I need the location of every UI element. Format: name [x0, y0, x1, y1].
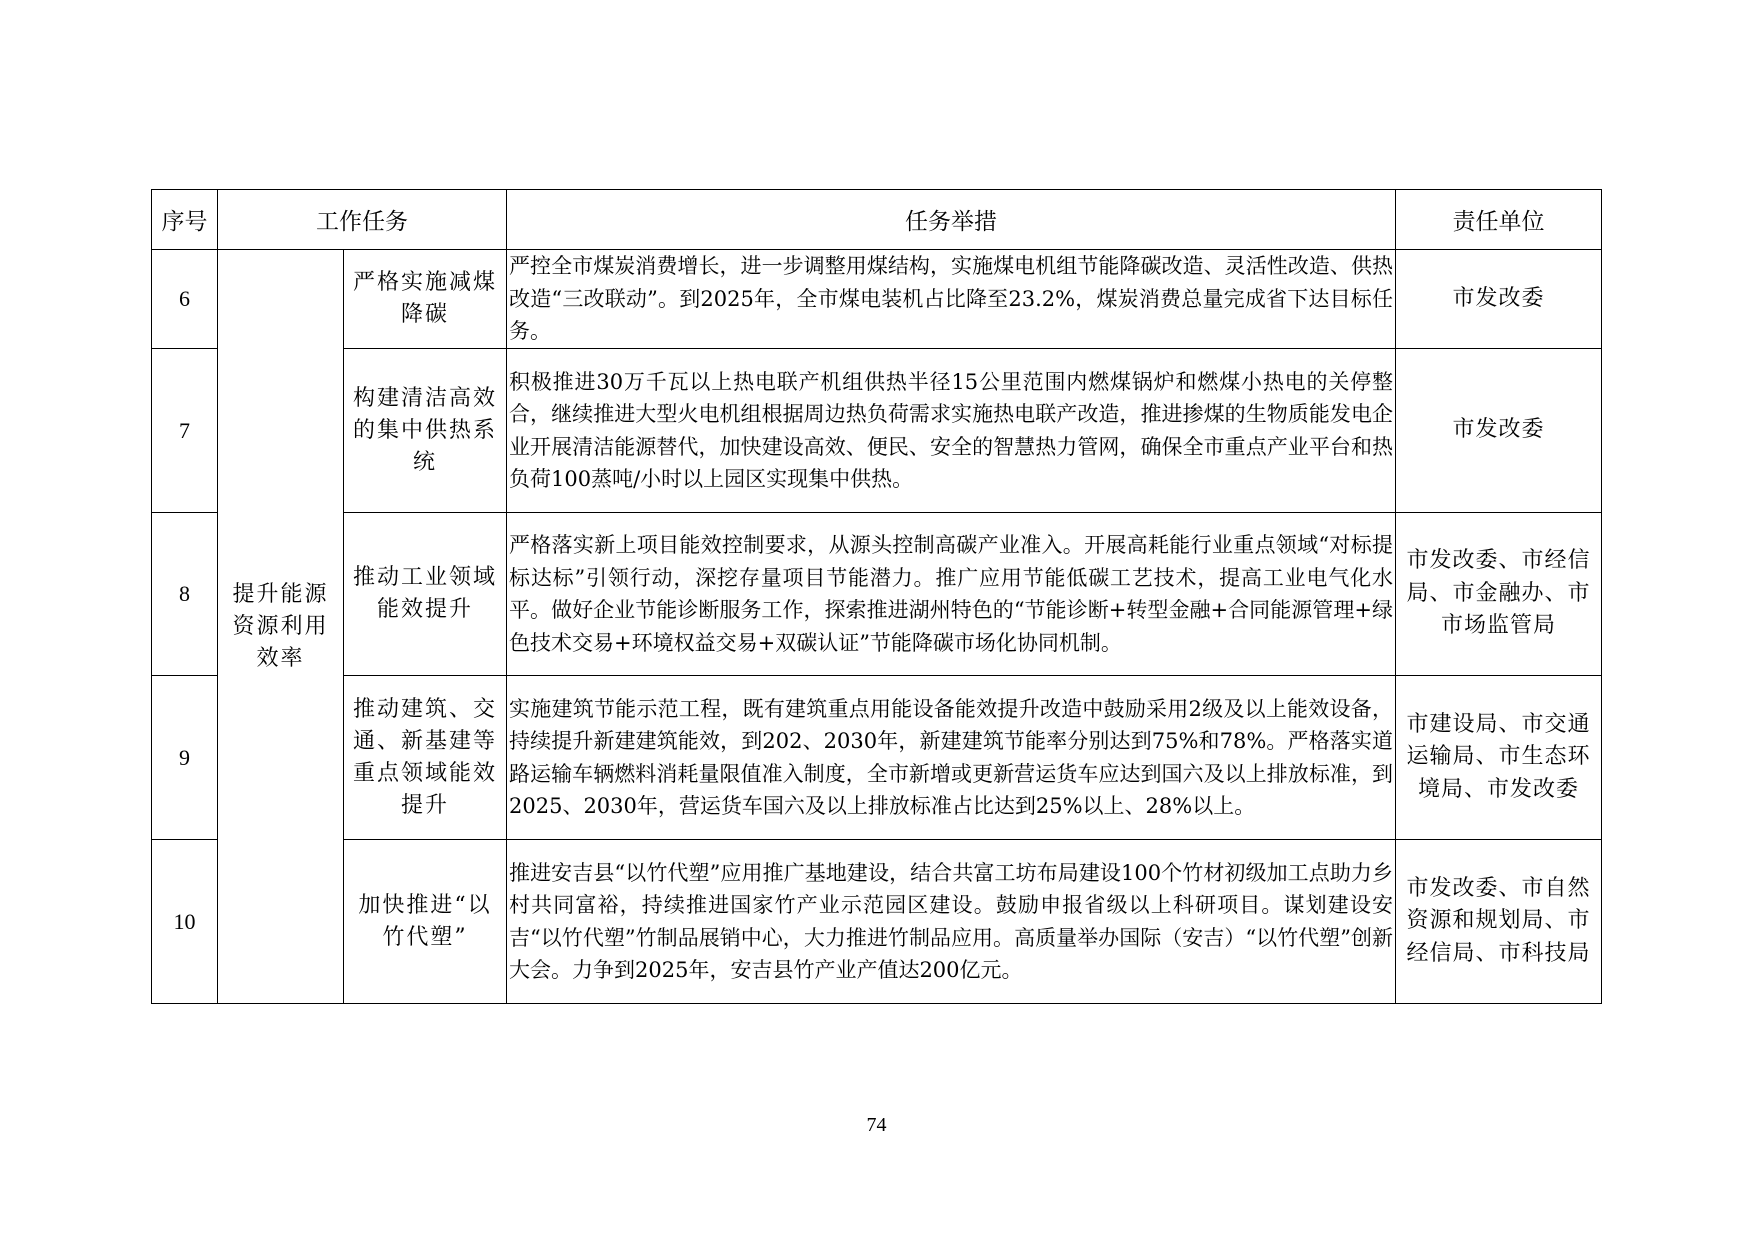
task-table: [151, 189, 1602, 1004]
row-seq: 10: [152, 840, 218, 1004]
row-task: 严格实施减煤降碳: [344, 250, 507, 349]
page-number: 74: [866, 1114, 887, 1136]
header-responsible: 责任单位: [1396, 190, 1602, 250]
row-task: 加快推进“以竹代塑”: [344, 840, 507, 1004]
row-seq: 9: [152, 676, 218, 840]
row-seq: 7: [152, 349, 218, 513]
header-row: [152, 190, 1602, 250]
table-row: [152, 513, 1602, 676]
row-seq: 8: [152, 513, 218, 676]
header-measures: 任务举措: [507, 190, 1396, 250]
row-responsible: 市发改委: [1396, 349, 1602, 513]
row-responsible: 市发改委: [1396, 250, 1602, 349]
row-responsible: 市建设局、市交通运输局、市生态环境局、市发改委: [1396, 676, 1602, 840]
header-work-task: 工作任务: [218, 190, 507, 250]
row-task: 推动建筑、交通、新基建等重点领域能效提升: [344, 676, 507, 840]
table-row: [152, 349, 1602, 513]
row-measures: 严控全市煤炭消费增长，进一步调整用煤结构，实施煤电机组节能降碳改造、灵活性改造、供热改造“三改联动”。到2025年，全市煤电装机占比降至23.2%，煤炭消费总量完成省下达目标任务。: [507, 250, 1396, 349]
row-responsible: 市发改委、市自然资源和规划局、市经信局、市科技局: [1396, 840, 1602, 1004]
table-row: [152, 250, 1602, 349]
row-responsible: 市发改委、市经信局、市金融办、市市场监管局: [1396, 513, 1602, 676]
row-measures: 严格落实新上项目能效控制要求，从源头控制高碳产业准入。开展高耗能行业重点领域“对标提标达标”引领行动，深挖存量项目节能潜力。推广应用节能低碳工艺技术，提高工业电气化水平。做好企业节能诊断服务工作，探索推进湖州特色的“节能诊断+转型金融+合同能源管理+绿色技术交易+环境权益交易+双碳认证”节能降碳市场化协同机制。: [507, 513, 1396, 676]
table-row: [152, 676, 1602, 840]
table-row: [152, 840, 1602, 1004]
category-cell: 提升能源资源利用效率: [218, 250, 344, 1004]
row-measures: 实施建筑节能示范工程，既有建筑重点用能设备能效提升改造中鼓励采用2级及以上能效设备，持续提升新建建筑能效，到202、2030年，新建建筑节能率分别达到75%和78%。严格落实道路运输车辆燃料消耗量限值准入制度，全市新增或更新营运货车应达到国六及以上排放标准，到2025、2030年，营运货车国六及以上排放标准占比达到25%以上、28%以上。: [507, 676, 1396, 840]
row-task: 构建清洁高效的集中供热系统: [344, 349, 507, 513]
row-seq: 6: [152, 250, 218, 349]
row-measures: 推进安吉县“以竹代塑”应用推广基地建设，结合共富工坊布局建设100个竹材初级加工点助力乡村共同富裕，持续推进国家竹产业示范园区建设。鼓励申报省级以上科研项目。谋划建设安吉“以竹代塑”竹制品展销中心，大力推进竹制品应用。高质量举办国际（安吉）“以竹代塑”创新大会。力争到2025年，安吉县竹产业产值达200亿元。: [507, 840, 1396, 1004]
header-seq: 序号: [152, 190, 218, 250]
row-task: 推动工业领域能效提升: [344, 513, 507, 676]
row-measures: 积极推进30万千瓦以上热电联产机组供热半径15公里范围内燃煤锅炉和燃煤小热电的关停整合，继续推进大型火电机组根据周边热负荷需求实施热电联产改造，推进掺煤的生物质能发电企业开展清洁能源替代，加快建设高效、便民、安全的智慧热力管网，确保全市重点产业平台和热负荷100蒸吨/小时以上园区实现集中供热。: [507, 349, 1396, 513]
